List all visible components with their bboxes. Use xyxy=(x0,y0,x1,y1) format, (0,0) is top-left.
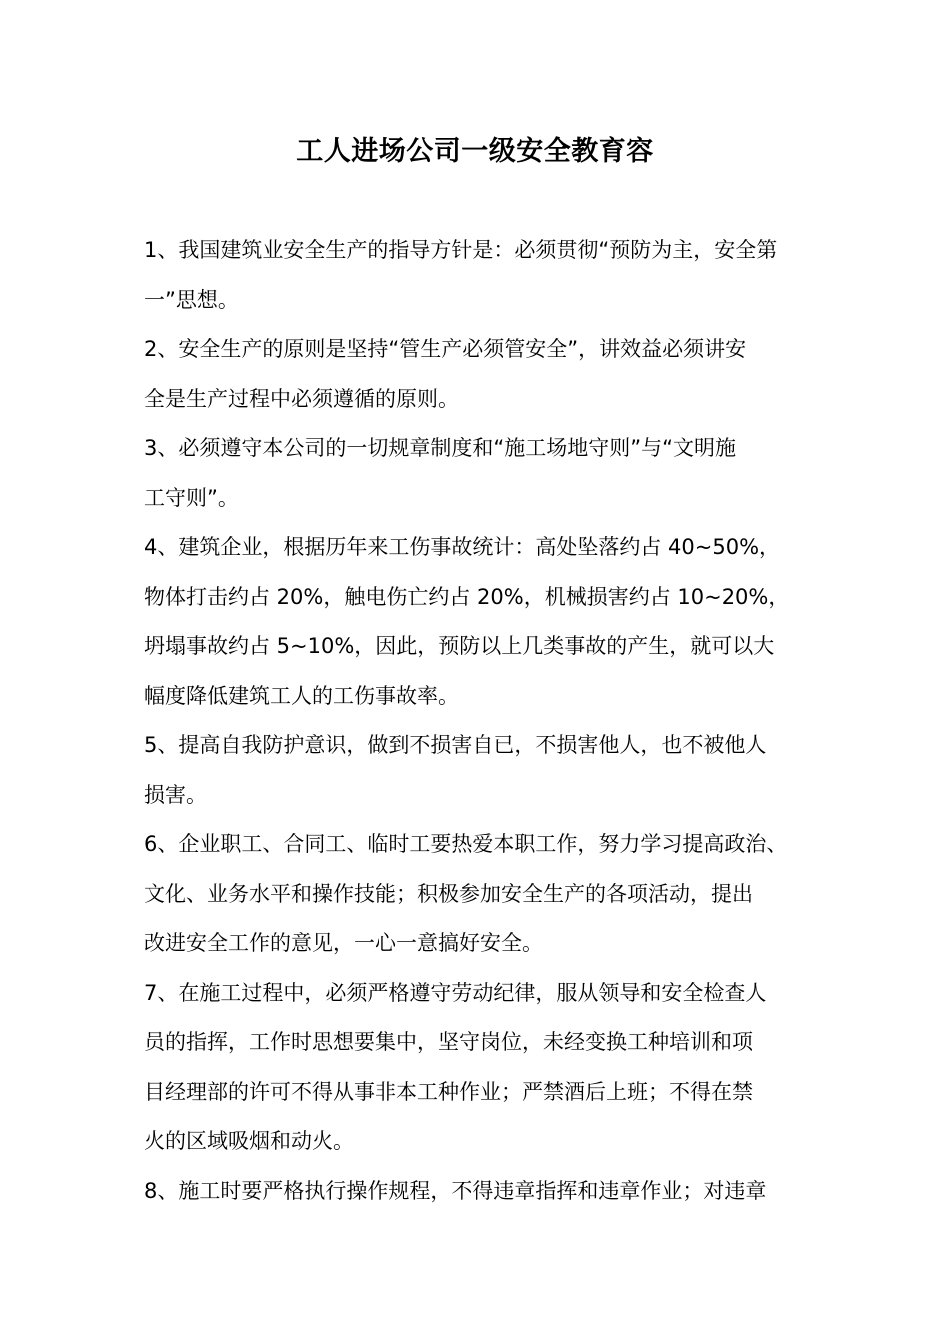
paragraph-2: 2、安全生产的原则是坚持“管生产必须管安全”，讲效益必须讲安 全是生产过程中必须遵循的原则。 xyxy=(144,337,747,411)
paragraph-3: 3、必须遵守本公司的一切规章制度和“施工场地守则”与“文明施 工守则”。 xyxy=(144,436,736,510)
paragraph-6: 6、企业职工、合同工、临时工要热爱本职工作，努力学习提高政治、 文化、业务水平和操作技能；积极参加安全生产的各项活动，提出 改进安全工作的意见，一心一意搞好安全。 xyxy=(144,832,788,955)
paragraph-5: 5、提高自我防护意识，做到不损害自已，不损害他人，也不被他人 损害。 xyxy=(144,733,767,807)
paragraph-7: 7、在施工过程中，必须严格遵守劳动纪律，服从领导和安全检查人 员的指挥，工作时思想要集中，坚守岗位，未经变换工种培训和项 目经理部的许可不得从事非本工种作业；严禁酒后上班；不得在禁 火的区域吸烟和动火。 xyxy=(144,980,767,1153)
document-body xyxy=(144,226,824,1216)
paragraph-1: 1、我国建筑业安全生产的指导方针是：必须贯彻“预防为主，安全第 一”思想。 xyxy=(144,238,778,312)
paragraph-8: 8、施工时要严格执行操作规程，不得违章指挥和违章作业；对违章 xyxy=(144,1178,767,1203)
document-title: 工人进场公司一级安全教育容 xyxy=(296,136,654,167)
paragraph-4: 4、建筑企业，根据历年来工伤事故统计：高处坠落约占 40~50%， 物体打击约占 20%，触电伤亡约占 20%，机械损害约占 10~20%， 坍塌事故约占 5~10%，因此，预防以上几类事故的产生，就可以大 幅度降低建筑工人的工伤事故率。 xyxy=(144,535,790,708)
